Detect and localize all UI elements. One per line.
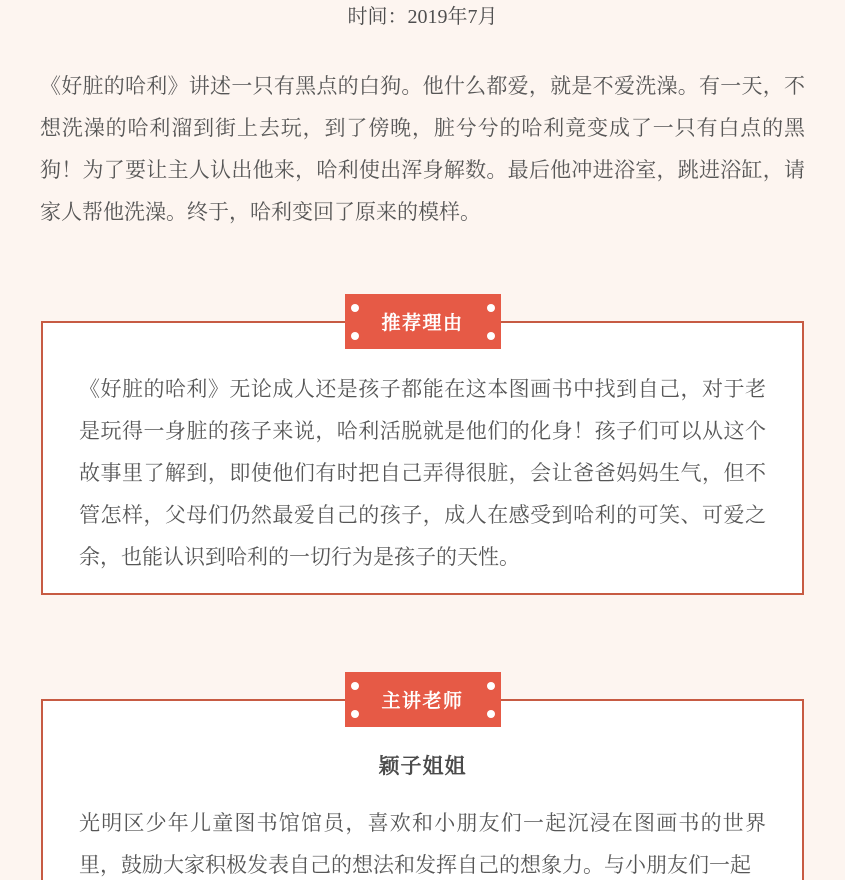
dot-icon xyxy=(351,332,359,340)
section-teacher xyxy=(0,672,845,880)
recommendation-banner-title: 推荐理由 xyxy=(381,313,464,334)
recommendation-text: 《好脏的哈利》无论成人还是孩子都能在这本图画书中找到自己，对于老是玩得一身脏的孩子来说，哈利活脱就是他们的化身！孩子们可以从这个故事里了解到，即使他们有时把自己弄得很脏，会让爸爸妈妈生气，但不管怎样，父母们仍然最爱自己的孩子，成人在感受到哈利的可笑、可爱之余，也能认识到哈利的一切行为是孩子的天性。 xyxy=(79,378,766,569)
speaker-name: 颖子姐姐 xyxy=(378,755,467,778)
dot-icon xyxy=(351,710,359,718)
teacher-banner xyxy=(345,672,501,727)
section-recommendation xyxy=(0,294,845,595)
recommendation-box xyxy=(41,321,804,595)
recommendation-banner xyxy=(345,294,501,349)
dot-icon xyxy=(351,682,359,690)
dot-icon xyxy=(487,710,495,718)
dot-icon xyxy=(351,304,359,312)
teacher-text: 光明区少年儿童图书馆馆员，喜欢和小朋友们一起沉浸在图画书的世界里，鼓励大家积极发表自己的想法和发挥自己的想象力。与小朋友们一起 xyxy=(79,812,766,877)
dot-icon xyxy=(487,304,495,312)
time-line: 时间：2019年7月 xyxy=(347,6,498,28)
intro-paragraph: 《好脏的哈利》讲述一只有黑点的白狗。他什么都爱，就是不爱洗澡。有一天，不想洗澡的哈利溜到街上去玩，到了傍晚，脏兮兮的哈利竟变成了一只有白点的黑狗！为了要让主人认出他来，哈利使出浑身解数。最后他冲进浴室，跳进浴缸，请家人帮他洗澡。终于，哈利变回了原来的模样。 xyxy=(40,75,805,224)
dot-icon xyxy=(487,332,495,340)
dot-icon xyxy=(487,682,495,690)
teacher-banner-title: 主讲老师 xyxy=(381,691,464,712)
